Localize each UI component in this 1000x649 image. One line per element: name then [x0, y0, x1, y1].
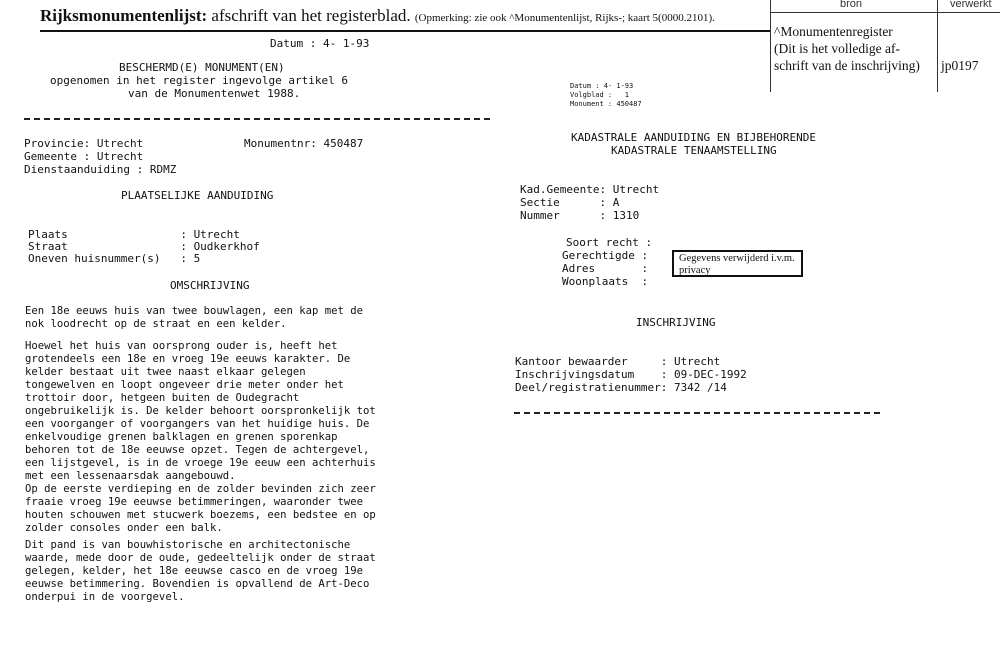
heading-inschrijving: INSCHRIJVING — [636, 316, 716, 329]
left-datum: Datum : 4- 1-93 — [270, 37, 370, 50]
gerechtigde: Gerechtigde : — [562, 249, 649, 262]
meta-bron-line3: schrift van de inschrijving) — [774, 58, 920, 73]
title-rest: afschrift van het registerblad. — [207, 6, 415, 25]
dienstaanduiding: Dienstaanduiding : RDMZ — [24, 163, 177, 176]
description-paragraph-3: Dit pand is van bouwhistorische en architectonische waarde, mede door de oude, gedeeltelijk onder de straat gelegen, kelder, het 18e eeuwse casco en de vroeg 19e eeuwse betimmering. Bovendien is opvallend de Art-Deco onderpui in de voorgevel. — [25, 539, 376, 603]
meta-header-rule — [770, 12, 1000, 13]
heading-law: van de Monumentenwet 1988. — [128, 87, 301, 100]
woonplaats: Woonplaats : — [562, 275, 649, 288]
soort-recht: Soort recht : — [566, 236, 653, 249]
left-dashed-rule — [24, 118, 490, 120]
small-volgblad: Volgblad : 1 — [570, 91, 630, 99]
inschrijvingsdatum: Inschrijvingsdatum : 09-DEC-1992 — [515, 368, 747, 381]
kantoor-bewaarder: Kantoor bewaarder : Utrecht — [515, 355, 721, 368]
meta-bron-line1: ^Monumentenregister — [774, 24, 893, 39]
meta-col-bron: bron — [840, 0, 863, 10]
heading-omschrijving: OMSCHRIJVING — [170, 279, 250, 292]
document-title — [0, 0, 770, 32]
small-monument: Monument : 450487 — [570, 100, 642, 108]
heading-monument: BESCHERMD(E) MONUMENT(EN) — [119, 61, 285, 74]
straat: Straat : Oudkerkhof — [28, 240, 260, 253]
title-underline — [40, 30, 770, 32]
gemeente: Gemeente : Utrecht — [24, 150, 144, 163]
adres: Adres : — [562, 262, 649, 275]
meta-left-border — [770, 0, 771, 92]
description-paragraph-1: Een 18e eeuws huis van twee bouwlagen, een kap met de nok loodrecht op de straat en een kelder. — [25, 305, 364, 330]
heading-kadastrale: KADASTRALE AANDUIDING EN BIJBEHORENDE — [571, 131, 817, 144]
title-note: (Opmerking: zie ook ^Monumentenlijst, Rijks-; kaart 5(0000.2101). — [414, 12, 715, 24]
meta-col-verwerkt: verwerkt — [950, 0, 992, 10]
meta-verwerkt-value: jp0197 — [941, 58, 979, 73]
monumentnr: Monumentnr: 450487 — [244, 137, 364, 150]
title-line — [40, 6, 715, 26]
heading-plaatselijke: PLAATSELIJKE AANDUIDING — [121, 189, 274, 202]
privacy-redaction-box: Gegevens verwijderd i.v.m. privacy — [672, 250, 803, 277]
right-dashed-rule — [514, 412, 880, 414]
sectie: Sectie : A — [520, 196, 620, 209]
provincie: Provincie: Utrecht — [24, 137, 144, 150]
kad-gemeente: Kad.Gemeente: Utrecht — [520, 183, 660, 196]
small-datum: Datum : 4- 1-93 — [570, 82, 634, 90]
meta-bron-line2: (Dit is het volledige af- — [774, 41, 900, 56]
deel-registratienummer: Deel/registratienummer: 7342 /14 — [515, 381, 727, 394]
heading-article: opgenomen in het register ingevolge artikel 6 — [50, 74, 349, 87]
plaats: Plaats : Utrecht — [28, 228, 240, 241]
description-paragraph-2: Hoewel het huis van oorsprong ouder is, heeft het grotendeels een 18e en vroeg 19e eeuws karakter. De kelder bestaat uit twee naast elkaar gelegen tongewelven en loopt ongeveer drie meter onder het trottoir door, hetgeen buiten de Oudegracht ongebruikelijk is. De kelder behoort oorspronkelijk tot een voorganger of voorgangers van het huidige huis. De enkelvoudige grenen balklagen en grenen sporenkap behoren tot de 18e eeuwse opzet. Tegen de achtergevel, een lijstgevel, is in de vroege 19e eeuw een achterhuis met een lessenaarsdak aangebouwd. Op de eerste verdieping en de zolder bevinden zich zeer fraaie vroeg 19e eeuwse betimmeringen, waaronder twee houten schouwen met stucwerk boezems, een bedstee en op zolder consoles onder een balk. — [25, 340, 376, 534]
title-strong: Rijksmonumentenlijst: — [40, 6, 208, 25]
meta-column-divider — [937, 0, 938, 92]
meta-table — [770, 0, 1000, 92]
heading-tenaamstelling: KADASTRALE TENAAMSTELLING — [611, 144, 777, 157]
oneven-huisnummer: Oneven huisnummer(s) : 5 — [28, 252, 201, 265]
nummer: Nummer : 1310 — [520, 209, 640, 222]
